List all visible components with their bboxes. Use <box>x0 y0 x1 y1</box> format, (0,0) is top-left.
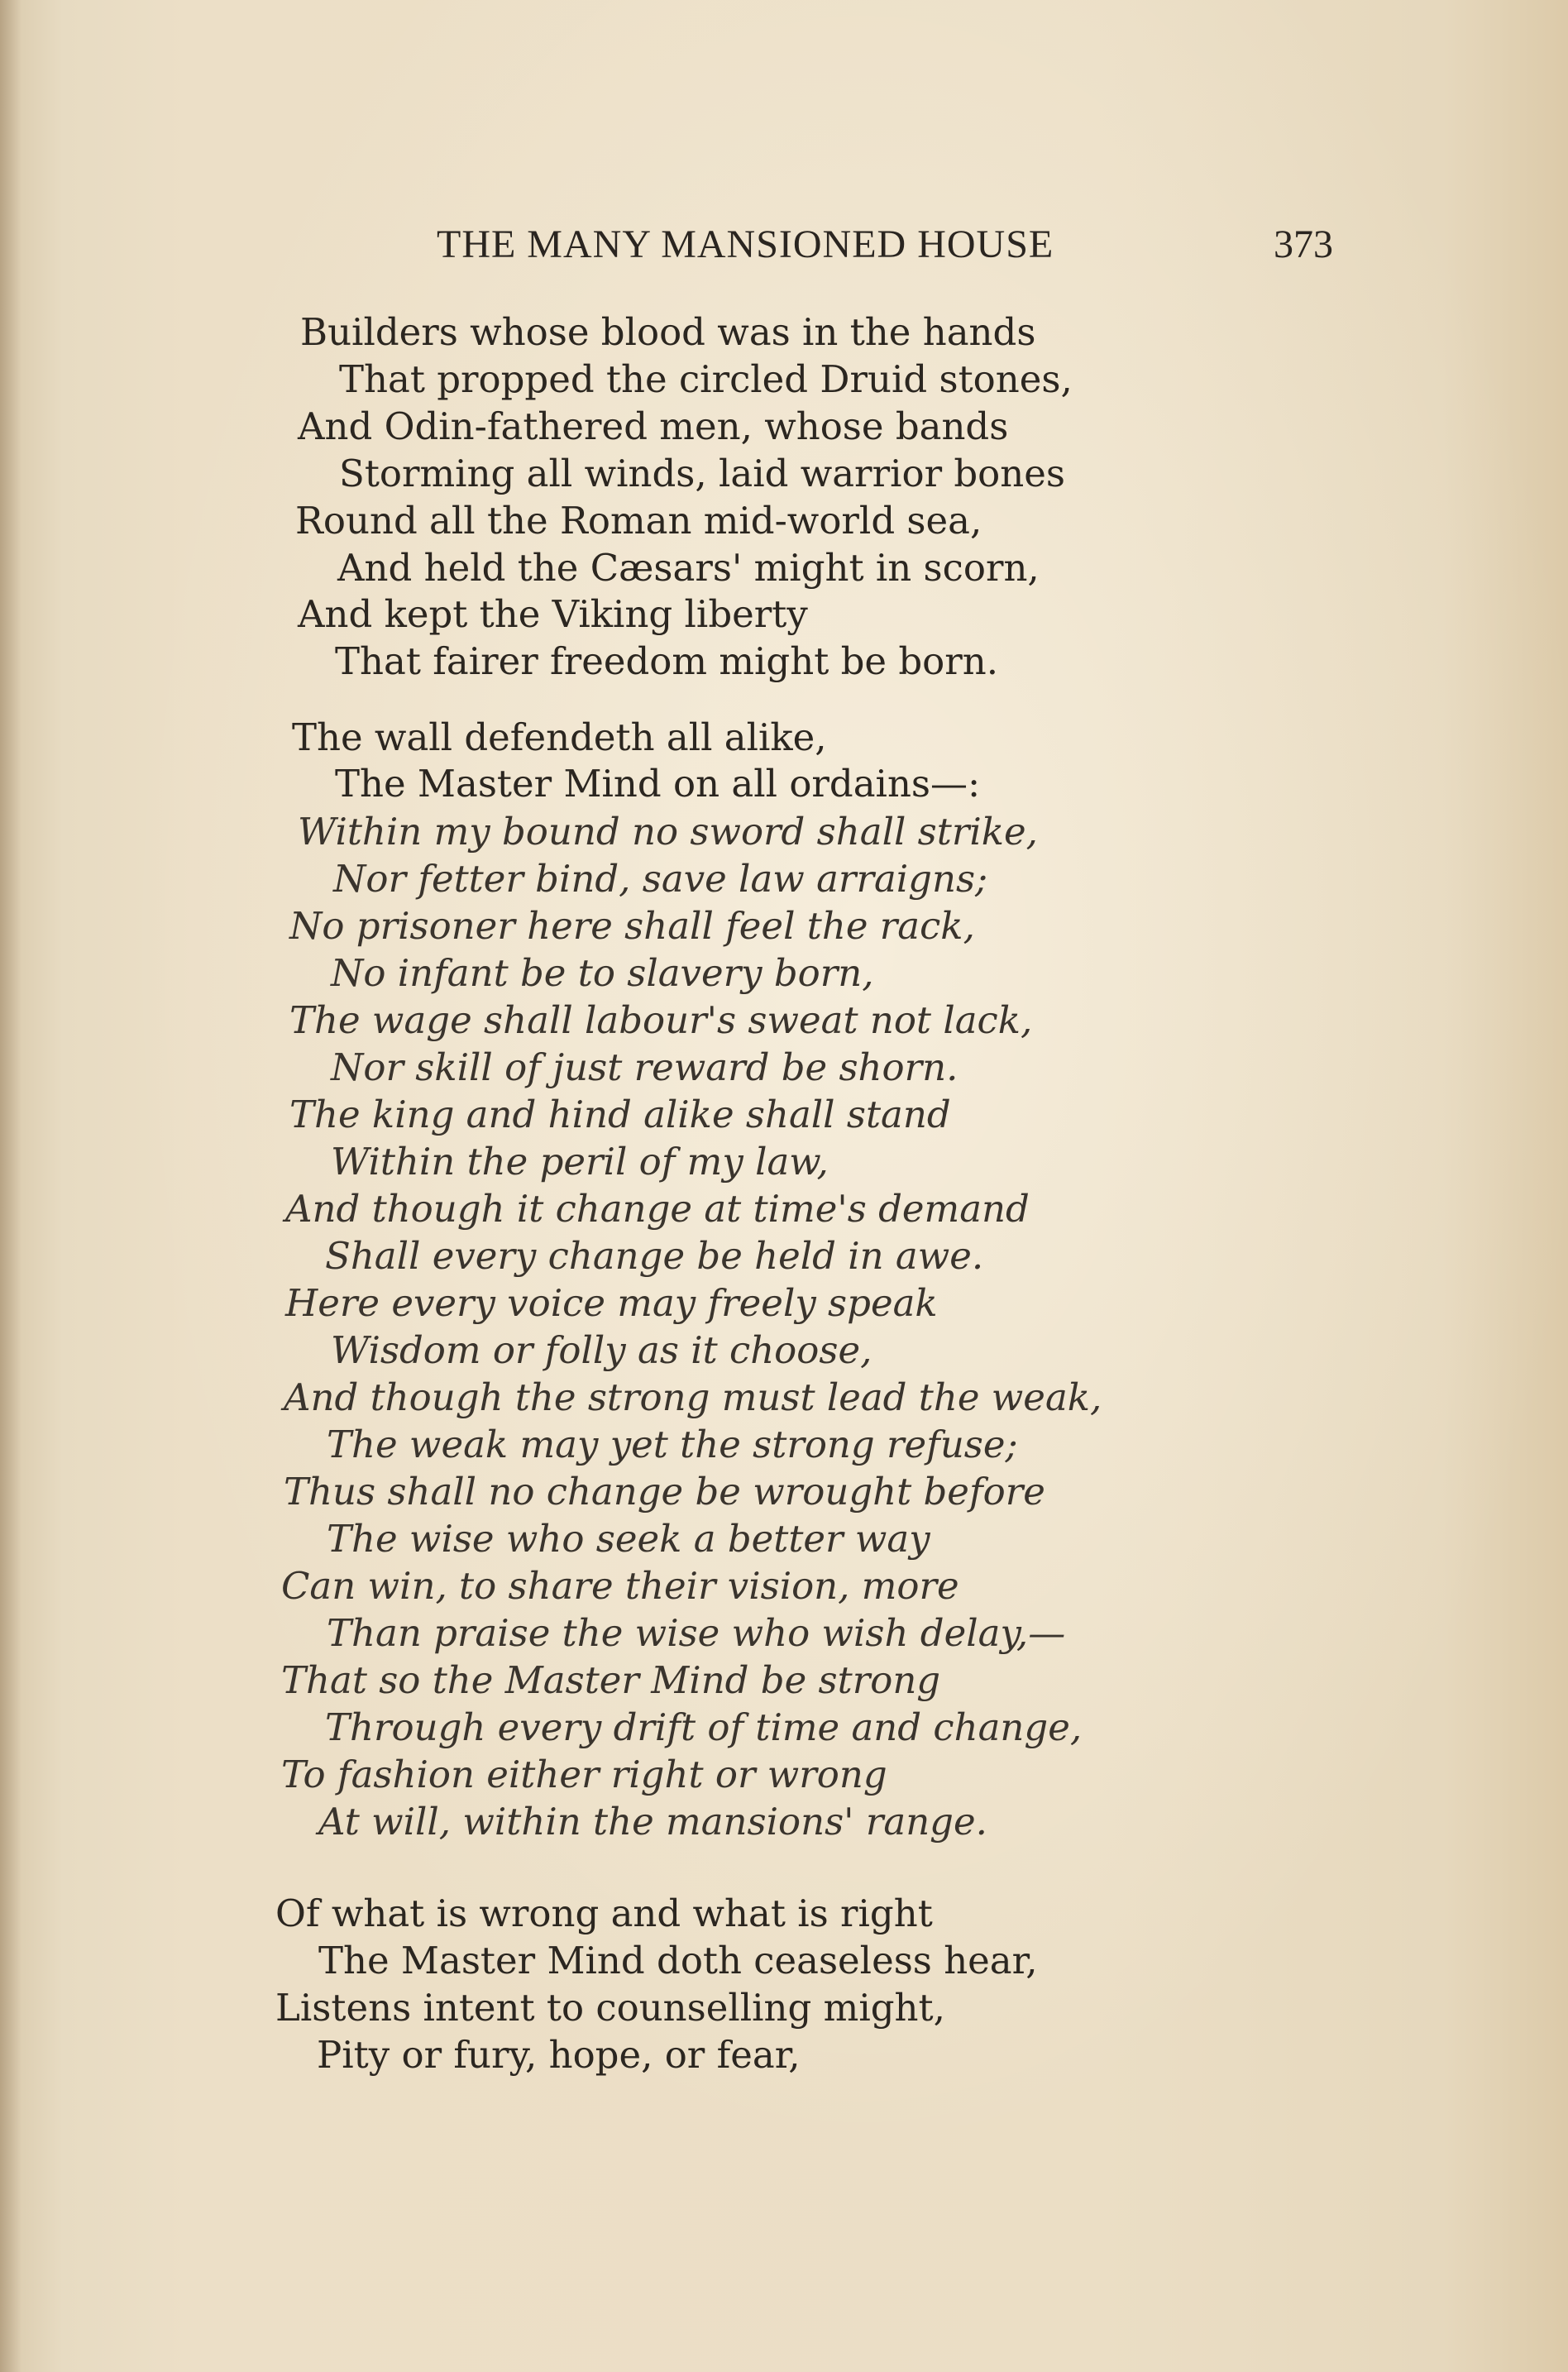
poem-line: Round all the Roman mid-world sea, <box>295 499 982 543</box>
poem-line: The wise who seek a better way <box>327 1517 930 1561</box>
poem-line: And kept the Viking liberty <box>298 592 808 636</box>
poem-line: And though the strong must lead the weak, <box>284 1375 1102 1419</box>
poem-line: To fashion either right or wrong <box>281 1753 887 1796</box>
poem-line: Of what is wrong and what is right <box>275 1891 933 1935</box>
poem-line: The king and hind alike shall stand <box>289 1093 951 1136</box>
page-header <box>248 222 1356 280</box>
poem-line: No prisoner here shall feel the rack, <box>289 904 975 948</box>
poem-line: Here every voice may freely speak <box>285 1281 938 1325</box>
poem-line: Wisdom or folly as it choose, <box>331 1328 872 1372</box>
poem-line: Listens intent to counselling might, <box>275 1986 945 2030</box>
poem-line: The Master Mind doth ceaseless hear, <box>318 1939 1038 1982</box>
poem-line: The wage shall labour's sweat not lack, <box>289 998 1033 1042</box>
poem-line: Can win, to share their vision, more <box>281 1564 959 1608</box>
poem-line: Pity or fury, hope, or fear, <box>317 2033 801 2077</box>
poem-line: The weak may yet the strong refuse; <box>327 1423 1018 1466</box>
page-number: 373 <box>1274 222 1333 266</box>
poem-line: Storming all winds, laid warrior bones <box>339 452 1065 495</box>
poem-line: Within my bound no sword shall strike, <box>298 810 1038 854</box>
poem-line: Nor fetter bind, save law arraigns; <box>333 857 988 901</box>
poem-line: Thus shall no change be wrought before <box>284 1470 1045 1514</box>
running-title: THE MANY MANSIONED HOUSE <box>437 222 1054 266</box>
poem-line: And Odin-fathered men, whose bands <box>298 404 1009 448</box>
poem-line: Shall every change be held in awe. <box>325 1234 984 1278</box>
poem-line: Builders whose blood was in the hands <box>300 310 1036 354</box>
poem-line: That so the Master Mind be strong <box>281 1658 941 1702</box>
poem-line: No infant be to slavery born, <box>331 951 874 995</box>
poem-line: The wall defendeth all alike, <box>292 715 827 759</box>
poem-line: The Master Mind on all ordains—: <box>335 762 981 806</box>
poem-line: That fairer freedom might be born. <box>335 639 999 683</box>
poem-line: At will, within the mansions' range. <box>318 1800 987 1844</box>
poem-line: Through every drift of time and change, <box>325 1705 1083 1749</box>
poem-line: Within the peril of my law, <box>331 1140 829 1184</box>
poem-line: Nor skill of just reward be shorn. <box>331 1045 958 1089</box>
poem-line: And held the Cæsars' might in scorn, <box>337 546 1040 590</box>
poem-line: And though it change at time's demand <box>285 1187 1030 1231</box>
poem-line: Than praise the wise who wish delay,— <box>327 1611 1066 1655</box>
poem-line: That propped the circled Druid stones, <box>339 357 1073 401</box>
